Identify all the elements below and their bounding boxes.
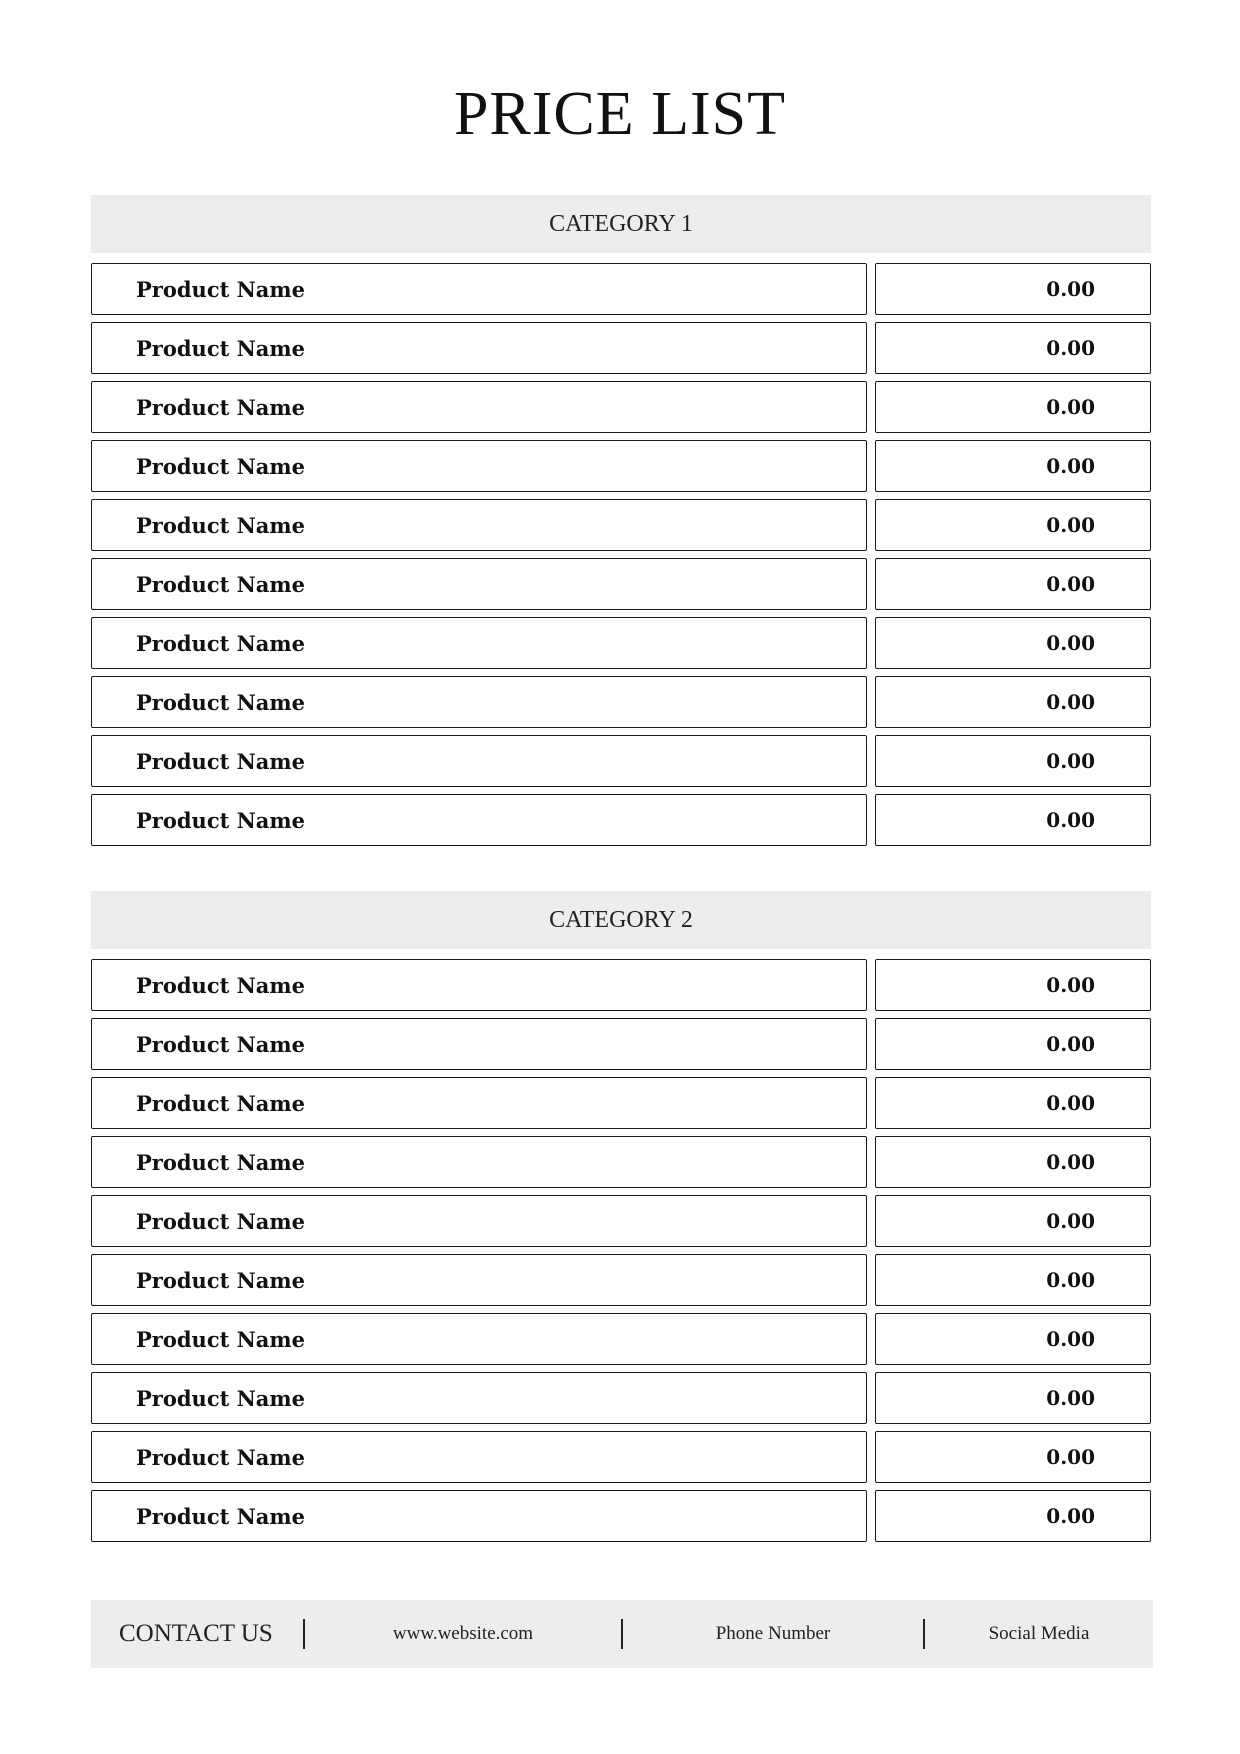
product-row bbox=[91, 1077, 1151, 1129]
product-row bbox=[91, 263, 1151, 315]
product-row bbox=[91, 794, 1151, 846]
product-row bbox=[91, 1490, 1151, 1542]
product-name: Product Name bbox=[91, 1018, 867, 1070]
product-name: Product Name bbox=[91, 263, 867, 315]
product-price: 0.00 bbox=[875, 499, 1151, 551]
product-price: 0.00 bbox=[875, 1254, 1151, 1306]
product-price: 0.00 bbox=[875, 1431, 1151, 1483]
product-name: Product Name bbox=[91, 1136, 867, 1188]
product-price: 0.00 bbox=[875, 440, 1151, 492]
product-price: 0.00 bbox=[875, 1136, 1151, 1188]
product-name: Product Name bbox=[91, 1254, 867, 1306]
product-price: 0.00 bbox=[875, 617, 1151, 669]
product-price: 0.00 bbox=[875, 959, 1151, 1011]
product-name: Product Name bbox=[91, 959, 867, 1011]
product-row bbox=[91, 735, 1151, 787]
category-2-rows bbox=[91, 959, 1151, 1542]
product-row bbox=[91, 1372, 1151, 1424]
contact-footer bbox=[91, 1600, 1153, 1668]
product-row bbox=[91, 440, 1151, 492]
product-price: 0.00 bbox=[875, 1018, 1151, 1070]
product-row bbox=[91, 676, 1151, 728]
product-name: Product Name bbox=[91, 735, 867, 787]
product-price: 0.00 bbox=[875, 558, 1151, 610]
product-name: Product Name bbox=[91, 1077, 867, 1129]
product-row bbox=[91, 558, 1151, 610]
product-name: Product Name bbox=[91, 499, 867, 551]
product-row bbox=[91, 1431, 1151, 1483]
page-title: PRICE LIST bbox=[453, 80, 787, 148]
product-row bbox=[91, 381, 1151, 433]
product-name: Product Name bbox=[91, 558, 867, 610]
product-row bbox=[91, 1136, 1151, 1188]
product-name: Product Name bbox=[91, 322, 867, 374]
phone-number: Phone Number bbox=[715, 1623, 831, 1644]
product-price: 0.00 bbox=[875, 263, 1151, 315]
product-row bbox=[91, 1018, 1151, 1070]
product-name: Product Name bbox=[91, 381, 867, 433]
product-price: 0.00 bbox=[875, 1195, 1151, 1247]
product-name: Product Name bbox=[91, 676, 867, 728]
product-price: 0.00 bbox=[875, 1372, 1151, 1424]
website-link[interactable]: www.website.com bbox=[392, 1623, 534, 1644]
product-name: Product Name bbox=[91, 794, 867, 846]
product-row bbox=[91, 959, 1151, 1011]
product-name: Product Name bbox=[91, 1431, 867, 1483]
product-price: 0.00 bbox=[875, 676, 1151, 728]
product-row bbox=[91, 1195, 1151, 1247]
product-row bbox=[91, 499, 1151, 551]
category-1-rows bbox=[91, 263, 1151, 846]
product-name: Product Name bbox=[91, 1490, 867, 1542]
product-row bbox=[91, 1254, 1151, 1306]
product-price: 0.00 bbox=[875, 381, 1151, 433]
product-price: 0.00 bbox=[875, 735, 1151, 787]
product-name: Product Name bbox=[91, 617, 867, 669]
product-name: Product Name bbox=[91, 1313, 867, 1365]
product-price: 0.00 bbox=[875, 794, 1151, 846]
product-name: Product Name bbox=[91, 1372, 867, 1424]
product-price: 0.00 bbox=[875, 1313, 1151, 1365]
social-media-link[interactable]: Social Media bbox=[988, 1623, 1090, 1644]
product-price: 0.00 bbox=[875, 1077, 1151, 1129]
category-section-1 bbox=[91, 195, 1151, 853]
product-name: Product Name bbox=[91, 440, 867, 492]
product-row bbox=[91, 322, 1151, 374]
contact-us-label: CONTACT US bbox=[119, 1620, 273, 1647]
category-header: CATEGORY 1 bbox=[91, 195, 1151, 253]
product-row bbox=[91, 1313, 1151, 1365]
category-section-2 bbox=[91, 891, 1151, 1549]
product-name: Product Name bbox=[91, 1195, 867, 1247]
product-row bbox=[91, 617, 1151, 669]
category-header: CATEGORY 2 bbox=[91, 891, 1151, 949]
product-price: 0.00 bbox=[875, 1490, 1151, 1542]
product-price: 0.00 bbox=[875, 322, 1151, 374]
